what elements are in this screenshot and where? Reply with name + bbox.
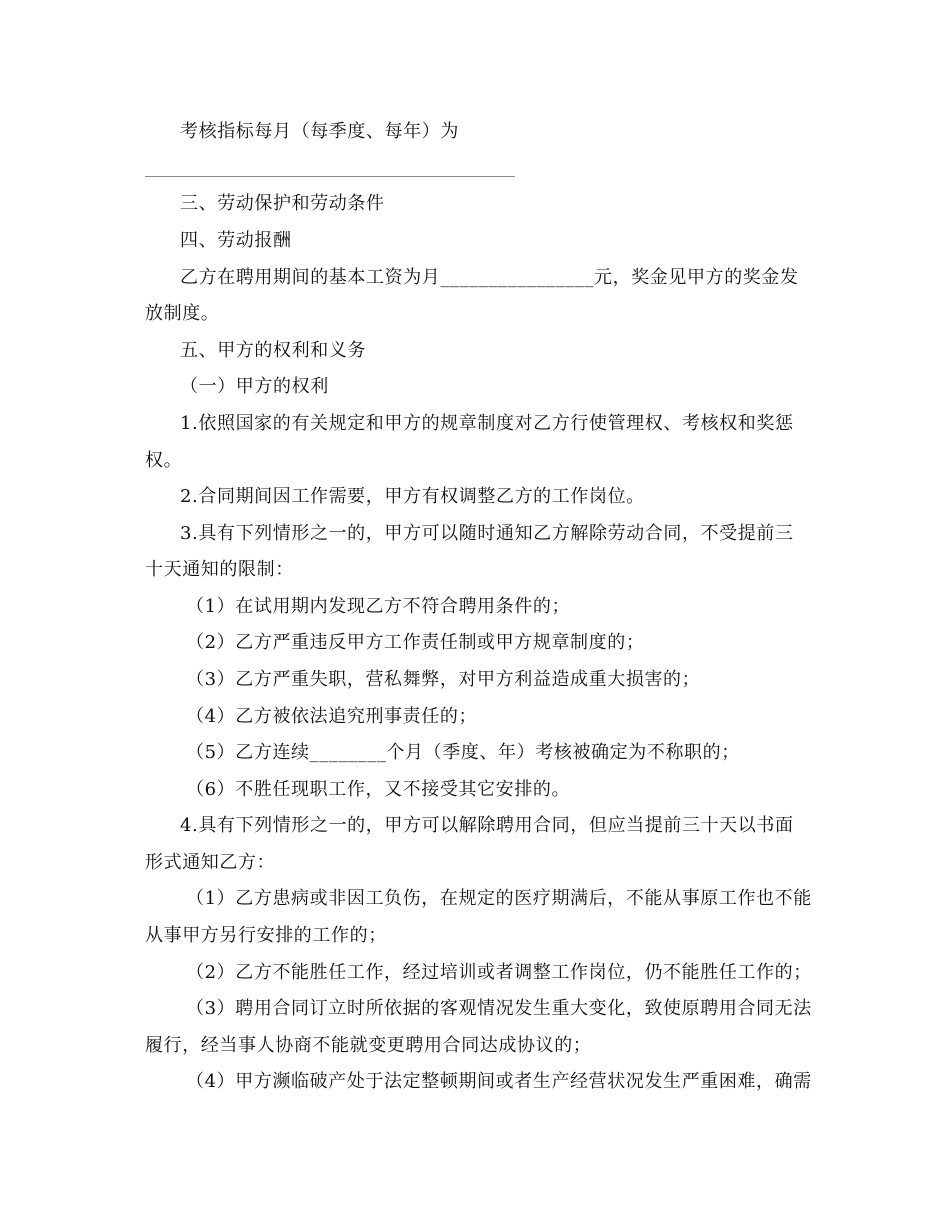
clause-3-item-5: （5）乙方连续________个月（季度、年）考核被确定为不称职的； [186,742,740,763]
clause-1-continued: 权。 [145,450,183,471]
clause-4-item-4: （4）甲方濒临破产处于法定整顿期间或者生产经营状况发生严重困难，确需 [186,1071,812,1092]
clause-3-item-1: （1）在试用期内发现乙方不符合聘用条件的； [186,596,571,617]
section-heading-labor-protection: 三、劳动保护和劳动条件 [180,193,385,214]
clause-3-item-6: （6）不胜任现职工作，又不接受其它安排的。 [186,779,571,800]
clause-4-item-3: （3）聘用合同订立时所依据的客观情况发生重大变化，致使原聘用合同无法 [186,998,812,1019]
clause-3: 3.具有下列情形之一的，甲方可以随时通知乙方解除劳动合同，不受提前三 [180,523,794,544]
clause-4-item-1-continued: 从事甲方另行安排的工作的； [145,925,387,946]
section-heading-compensation: 四、劳动报酬 [180,230,292,251]
clause-2: 2.合同期间因工作需要，甲方有权调整乙方的工作岗位。 [180,486,645,507]
clause-3-item-3: （3）乙方严重失职，营私舞弊，对甲方利益造成重大损害的； [186,669,701,690]
clause-1: 1.依照国家的有关规定和甲方的规章制度对乙方行使管理权、考核权和奖惩 [180,413,794,434]
clause-4-item-3-continued: 履行，经当事人协商不能就变更聘用合同达成协议的； [145,1035,592,1056]
section-heading-party-a-rights-duties: 五、甲方的权利和义务 [180,340,366,361]
clause-4-item-1: （1）乙方患病或非因工负伤，在规定的医疗期满后，不能从事原工作也不能 [186,888,812,909]
clause-3-item-4: （4）乙方被依法追究刑事责任的； [186,706,478,727]
fill-in-blank-rule [145,176,515,177]
paragraph-salary-continued: 放制度。 [145,303,220,324]
clause-3-item-2: （2）乙方严重违反甲方工作责任制或甲方规章制度的； [186,632,645,653]
paragraph-salary: 乙方在聘用期间的基本工资为月________________元，奖金见甲方的奖金发 [180,267,799,288]
subsection-heading-party-a-rights: （一）甲方的权利 [180,376,329,397]
paragraph-assessment-line: 考核指标每月（每季度、每年）为 [180,121,459,142]
clause-4: 4.具有下列情形之一的，甲方可以解除聘用合同，但应当提前三十天以书面 [180,815,794,836]
clause-3-continued: 十天通知的限制： [145,559,294,580]
clause-4-item-2: （2）乙方不能胜任工作，经过培训或者调整工作岗位，仍不能胜任工作的； [186,962,812,983]
clause-4-continued: 形式通知乙方： [145,852,276,873]
